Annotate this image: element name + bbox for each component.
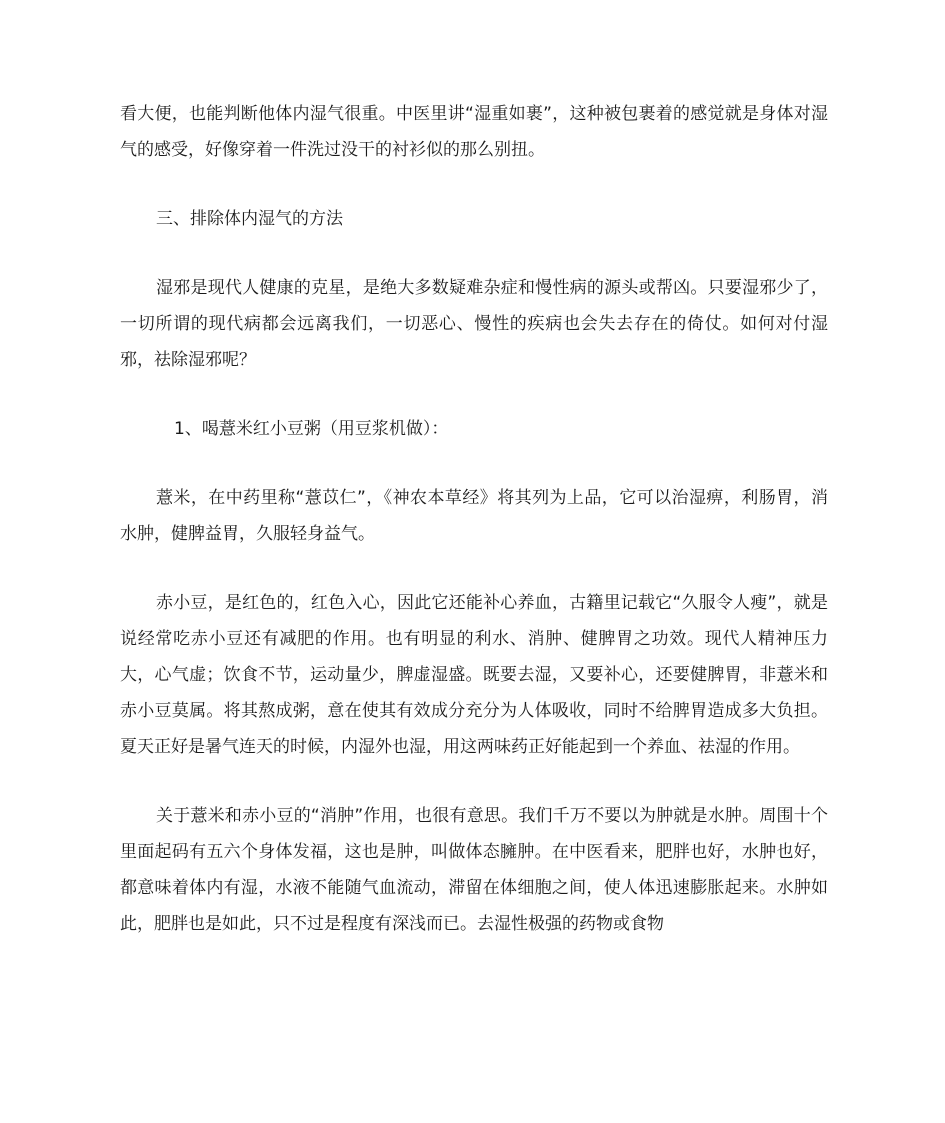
paragraph-intro: 湿邪是现代人健康的克星，是绝大多数疑难杂症和慢性病的源头或帮凶。只要湿邪少了，一切所谓的现代病都会远离我们，一切恶心、慢性的疾病也会失去存在的倚仗。如何对付湿邪，祛除湿邪呢？ — [120, 278, 828, 370]
subsection-heading: 1、喝薏米红小豆粥（用豆浆机做）： — [174, 419, 449, 439]
paragraph-chixiaodou: 赤小豆，是红色的，红色入心，因此它还能补心养血，古籍里记载它“久服令人瘦”，就是说经常吃赤小豆还有减肥的作用。也有明显的利水、消肿、健脾胃之功效。现代人精神压力大，心气虚；饮食不节，运动量少，脾虚湿盛。既要去湿，又要补心，还要健脾胃，非薏米和赤小豆莫属。将其熬成粥，意在使其有效成分充分为人体吸收，同时不给脾胃造成多大负担。夏天正好是暑气连天的时候，内湿外也湿，用这两味药正好能起到一个养血、祛湿的作用。 — [120, 593, 828, 757]
paragraph-continuation: 看大便，也能判断他体内湿气很重。中医里讲“湿重如裹”，这种被包裹着的感觉就是身体对湿气的感受，好像穿着一件洗过没干的衬衫似的那么别扭。 — [120, 104, 828, 160]
document-body — [120, 96, 828, 975]
section-heading: 三、排除体内湿气的方法 — [156, 209, 343, 229]
paragraph-yimi: 薏米，在中药里称“薏苡仁”，《神农本草经》将其列为上品，它可以治湿痹，利肠胃，消水肿，健脾益胃，久服轻身益气。 — [120, 488, 828, 544]
paragraph-xiaozhong: 关于薏米和赤小豆的“消肿”作用，也很有意思。我们千万不要以为肿就是水肿。周围十个里面起码有五六个身体发福，这也是肿，叫做体态臃肿。在中医看来，肥胖也好，水肿也好，都意味着体内有湿，水液不能随气血流动，滞留在体细胞之间，使人体迅速膨胀起来。水肿如此，肥胖也是如此，只不过是程度有深浅而已。去湿性极强的药物或食物 — [120, 806, 828, 934]
